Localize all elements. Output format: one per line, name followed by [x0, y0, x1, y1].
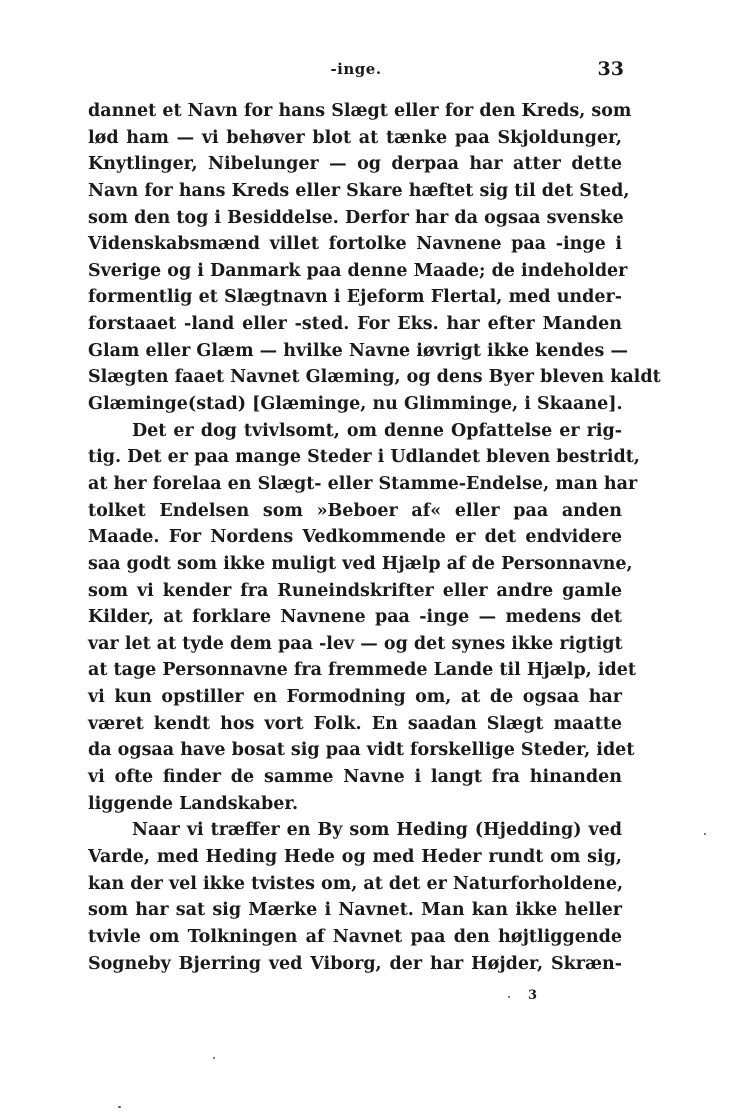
running-title: -inge. — [330, 60, 382, 78]
text-line: Kilder, at forklare Navnene paa -inge — medens det — [88, 607, 622, 628]
page-number: 33 — [597, 58, 624, 80]
text-line: Sverige og i Danmark paa denne Maade; de indeholder — [88, 260, 628, 281]
text-line: tvivle om Tolkningen af Navnet paa den højtliggende — [88, 926, 622, 947]
text-line: været kendt hos vort Folk. En saadan Slægt maatte — [88, 713, 622, 734]
text-line: lød ham — vi behøver blot at tænke paa Skjoldunger, — [88, 127, 622, 148]
text-line: Glam eller Glæm — hvilke Navne iøvrigt ikke kendes — — [88, 340, 628, 361]
text-line: som vi kender fra Runeindskrifter eller andre gamle — [88, 580, 622, 601]
running-head — [88, 60, 624, 84]
text-line: Videnskabsmænd villet fortolke Navnene paa -inge i — [88, 234, 622, 255]
text-line: Sogneby Bjerring ved Viborg, der har Højder, Skræn- — [88, 953, 622, 974]
text-line: Maade. For Nordens Vedkommende er det endvidere — [88, 527, 622, 548]
text-line: var let at tyde dem paa -lev — og det synes ikke rigtigt — [88, 633, 623, 654]
text-line: Navn for hans Kreds eller Skare hæftet sig til det Sted, — [88, 180, 630, 201]
scan-speck — [508, 996, 510, 998]
text-line: som har sat sig Mærke i Navnet. Man kan ikke heller — [88, 900, 622, 921]
paragraph-first-line: Naar vi træffer en By som Heding (Hjedding) ved — [132, 820, 622, 841]
scan-speck — [118, 1106, 121, 1108]
signature-mark: 3 — [528, 988, 538, 1003]
text-line: dannet et Navn for hans Slægt eller for den Kreds, som — [88, 101, 632, 121]
text-line: Knytlinger, Nibelunger — og derpaa har atter dette — [88, 154, 622, 175]
text-line: forstaaet -land eller -sted. For Eks. har efter Manden — [88, 314, 622, 335]
text-line: Varde, med Heding Hede og med Heder rundt om sig, — [88, 846, 622, 867]
text-line: Slægten faaet Navnet Glæming, og dens Byer bleven kaldt — [88, 367, 661, 388]
text-line: formentlig et Slægtnavn i Ejeform Flertal, med under- — [88, 287, 622, 308]
text-line: Glæminge(stad) [Glæminge, nu Glimminge, i Skaane]. — [88, 394, 623, 415]
body-text — [88, 98, 661, 977]
scan-speck — [704, 833, 706, 835]
text-line: vi kun opstiller en Formodning om, at de ogsaa har — [88, 687, 622, 708]
text-line: at tage Personnavne fra fremmede Lande til Hjælp, idet — [88, 660, 636, 681]
paragraph-first-line: Det er dog tvivlsomt, om denne Opfattelse er rig- — [132, 420, 622, 441]
text-line: saa godt som ikke muligt ved Hjælp af de Personnavne, — [88, 553, 633, 574]
text-line: liggende Landskaber. — [88, 793, 299, 814]
text-line: at her forelaa en Slægt- eller Stamme-Endelse, man har — [88, 473, 638, 494]
text-line: som den tog i Besiddelse. Derfor har da ogsaa svenske — [88, 207, 624, 228]
scan-speck — [213, 1057, 215, 1059]
text-line: tig. Det er paa mange Steder i Udlandet bleven bestridt, — [88, 447, 640, 468]
text-line: da ogsaa have bosat sig paa vidt forskellige Steder, idet — [88, 740, 635, 761]
text-line: vi ofte finder de samme Navne i langt fra hinanden — [88, 767, 622, 788]
text-line: kan der vel ikke tvistes om, at det er Naturforholdene, — [88, 873, 624, 894]
text-line: tolket Endelsen som »Beboer af« eller paa anden — [88, 500, 622, 521]
